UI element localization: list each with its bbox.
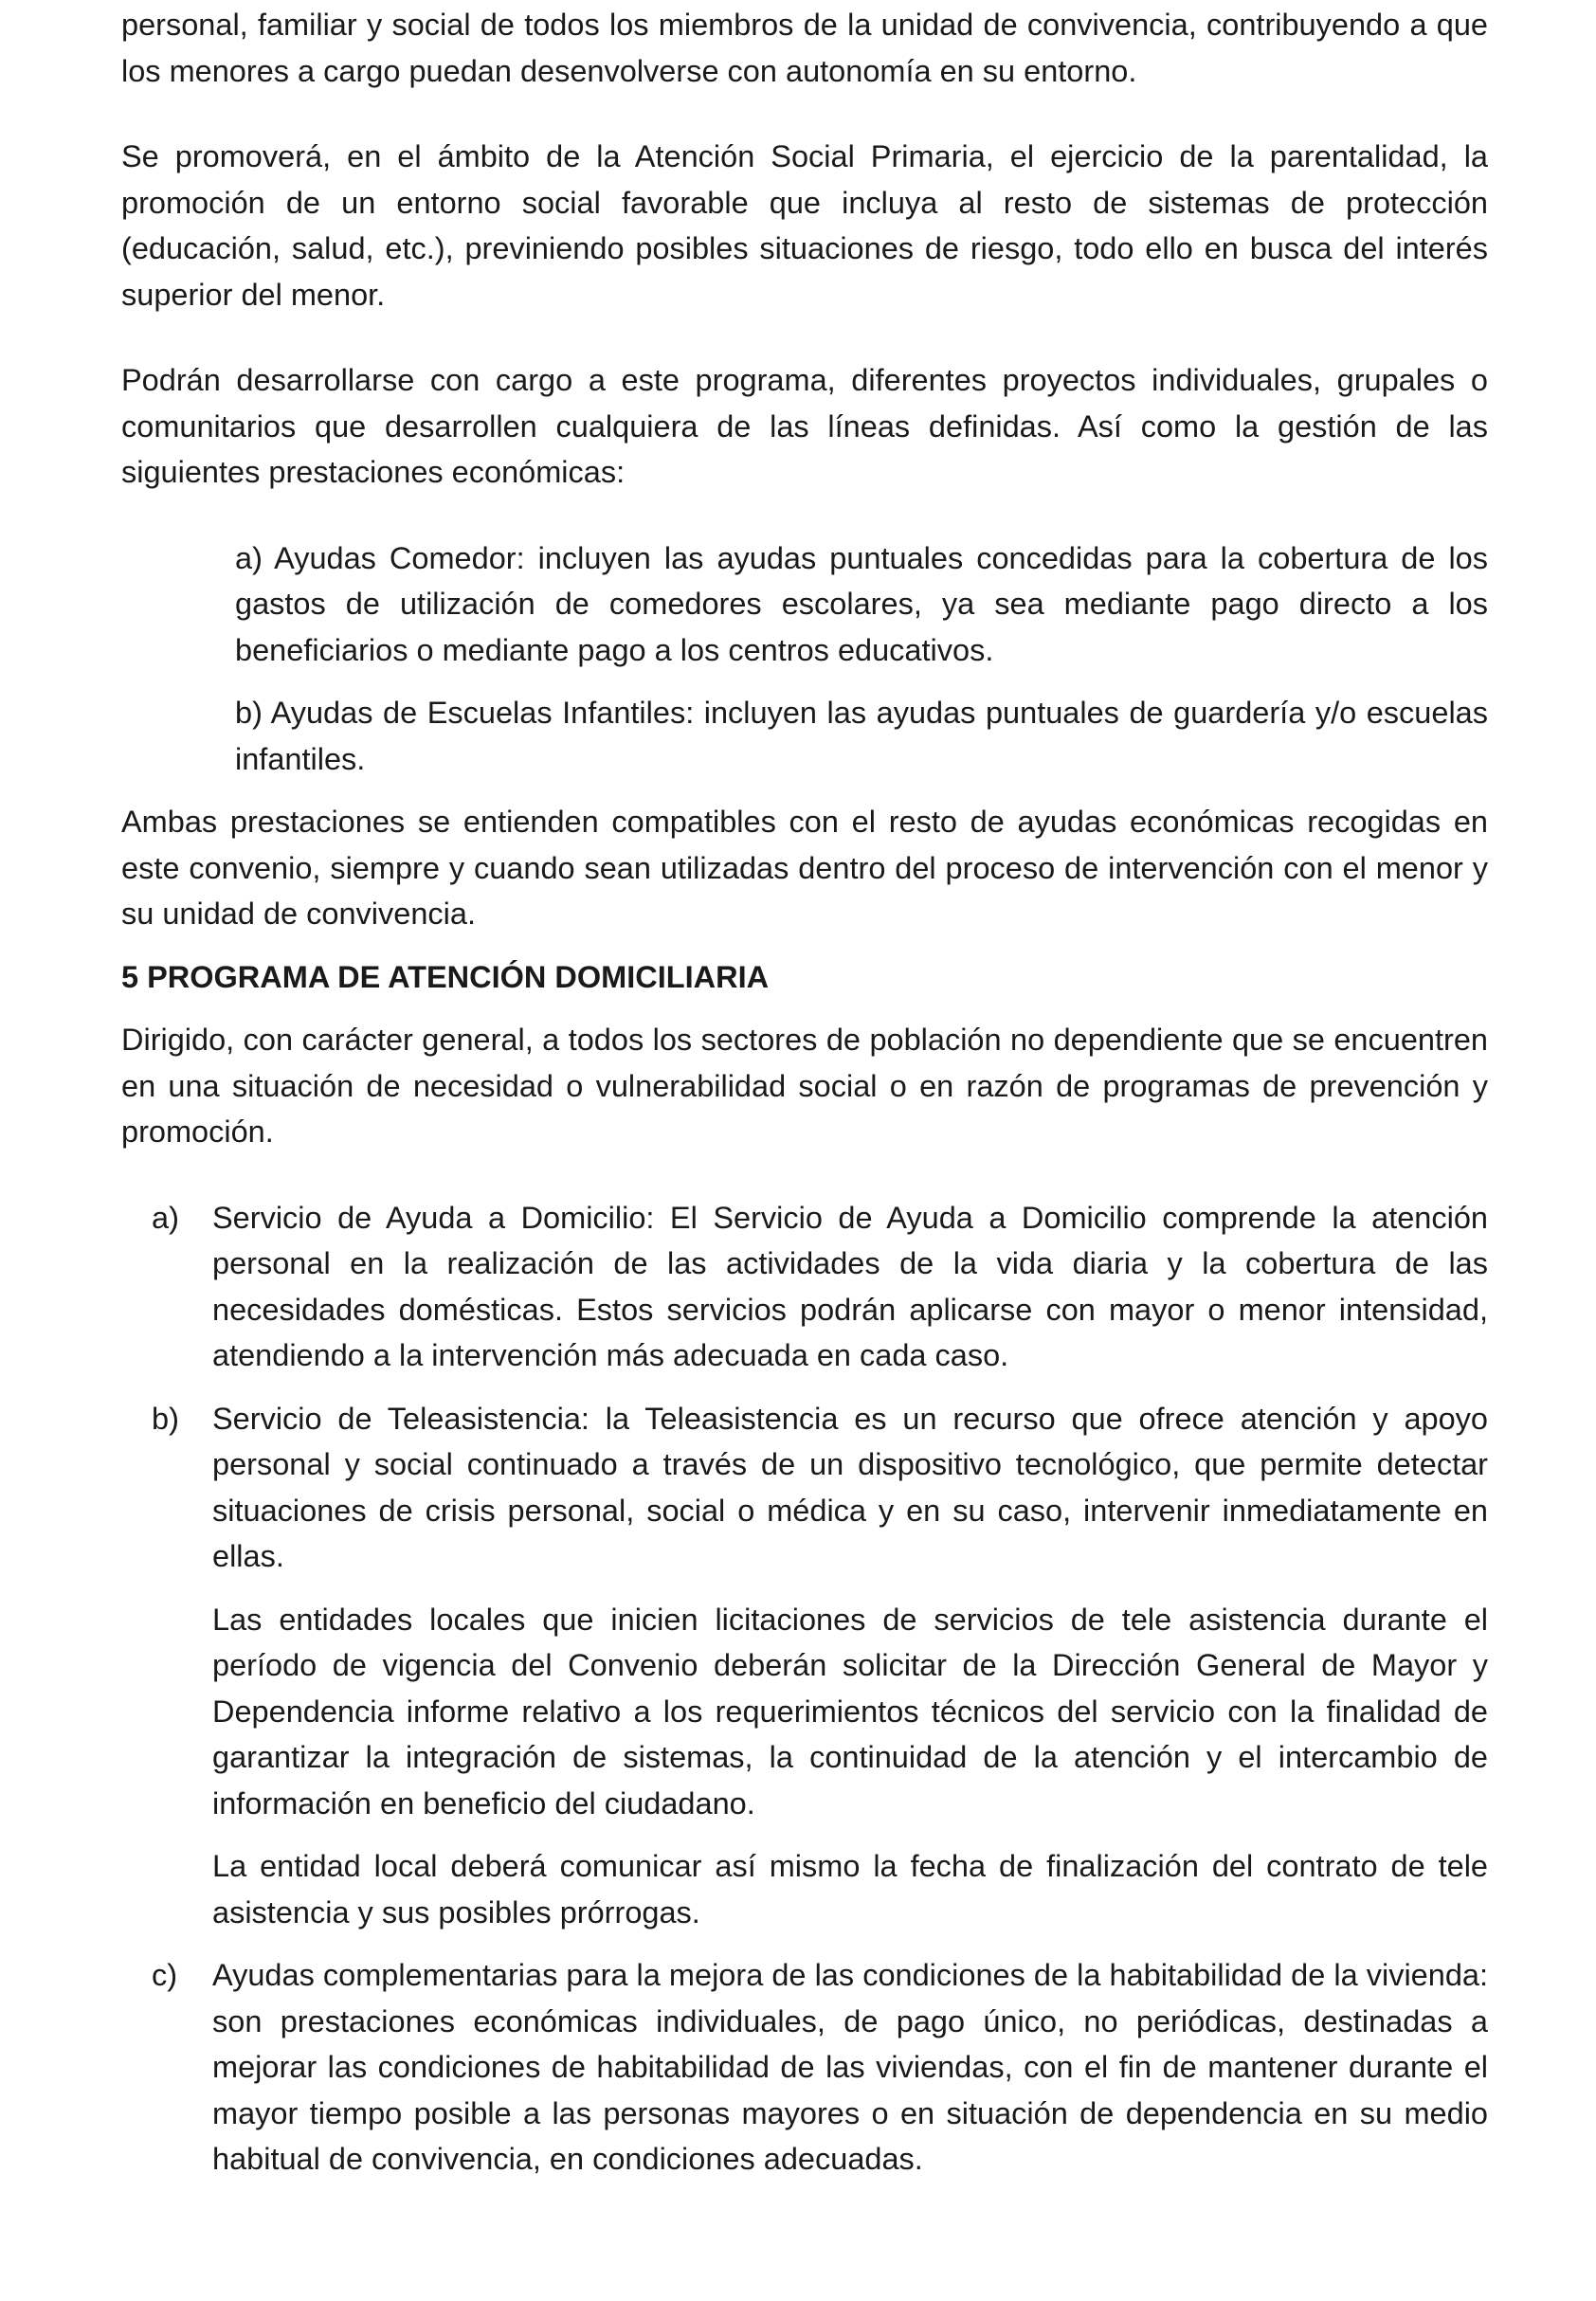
- list-marker: c): [152, 1958, 178, 1992]
- list-marker: a): [152, 1200, 179, 1235]
- document-page: [121, 0, 1488, 2183]
- paragraph-proyectos: Podrán desarrollarse con cargo a este programa, diferentes proyectos individuales, grupales o comunitarios que desarrollen cualquiera de las líneas definidas. Así como la gestión de las siguientes prestaciones económicas:: [121, 363, 1488, 489]
- list-item-text: Ayudas complementarias para la mejora de las condiciones de la habitabilidad de la vivienda: son prestaciones económicas individuales, de pago único, no periódicas, destinadas a mejorar las condiciones de habitabilidad de las viviendas, con el fin de mantener durante el mayor tiempo posible a las personas mayores o en situación de dependencia en su medio habitual de convivencia, en condiciones adecuadas.: [212, 1958, 1488, 2176]
- list-item-habitabilidad-vivienda: [121, 1952, 1488, 2183]
- list-item-escuelas-infantiles: b) Ayudas de Escuelas Infantiles: incluyen las ayudas puntuales de guardería y/o escuelas infantiles.: [235, 696, 1488, 776]
- list-marker: b): [152, 1401, 179, 1436]
- list-item-text: Servicio de Teleasistencia: la Teleasistencia es un recurso que ofrece atención y apoyo personal y social continuado a través de un dispositivo tecnológico, que permite detectar situaciones de crisis personal, social o médica y en su caso, intervenir inmediatamente en ellas.: [212, 1401, 1488, 1573]
- list-item-subparagraph: Las entidades locales que inicien licitaciones de servicios de tele asistencia durante el período de vigencia del Convenio deberán solicitar de la Dirección General de Mayor y Dependencia informe relativo a los requerimientos técnicos del servicio con la finalidad de garantizar la integración de sistemas, la continuidad de la atención y el intercambio de información en beneficio del ciudadano.: [212, 1602, 1488, 1821]
- list-item-teleasistencia: [121, 1396, 1488, 1936]
- section-heading: 5 PROGRAMA DE ATENCIÓN DOMICILIARIA: [121, 959, 770, 994]
- list-item-text: Servicio de Ayuda a Domicilio: El Servicio de Ayuda a Domicilio comprende la atención personal en la realización de las actividades de la vida diaria y la cobertura de las necesidades domésticas. Estos servicios podrán aplicarse con mayor o menor intensidad, atendiendo a la intervención más adecuada en cada caso.: [212, 1200, 1488, 1372]
- paragraph-compatibilidad: Ambas prestaciones se entienden compatibles con el resto de ayudas económicas recogidas en este convenio, siempre y cuando sean utilizadas dentro del proceso de intervención con el menor y su unidad de convivencia.: [121, 805, 1488, 931]
- paragraph-intro-continuation: personal, familiar y social de todos los miembros de la unidad de convivencia, contribuyendo a que los menores a cargo puedan desenvolverse con autonomía en su entorno.: [121, 8, 1488, 88]
- list-item-ayudas-comedor: a) Ayudas Comedor: incluyen las ayudas puntuales concedidas para la cobertura de los gastos de utilización de comedores escolares, ya sea mediante pago directo a los beneficiarios o mediante pago a los centros educativos.: [235, 540, 1488, 667]
- paragraph-dirigido: Dirigido, con carácter general, a todos los sectores de población no dependiente que se encuentren en una situación de necesidad o vulnerabilidad social o en razón de programas de prevención y promoción.: [121, 1023, 1488, 1149]
- paragraph-atencion-social-primaria: Se promoverá, en el ámbito de la Atención Social Primaria, el ejercicio de la parentalidad, la promoción de un entorno social favorable que incluya al resto de sistemas de protección (educación, salud, etc.), previniendo posibles situaciones de riesgo, todo ello en busca del interés superior del menor.: [121, 139, 1488, 312]
- list-item-subparagraph: La entidad local deberá comunicar así mismo la fecha de finalización del contrato de tele asistencia y sus posibles prórrogas.: [212, 1849, 1488, 1930]
- list-item-ayuda-domicilio: [121, 1195, 1488, 1379]
